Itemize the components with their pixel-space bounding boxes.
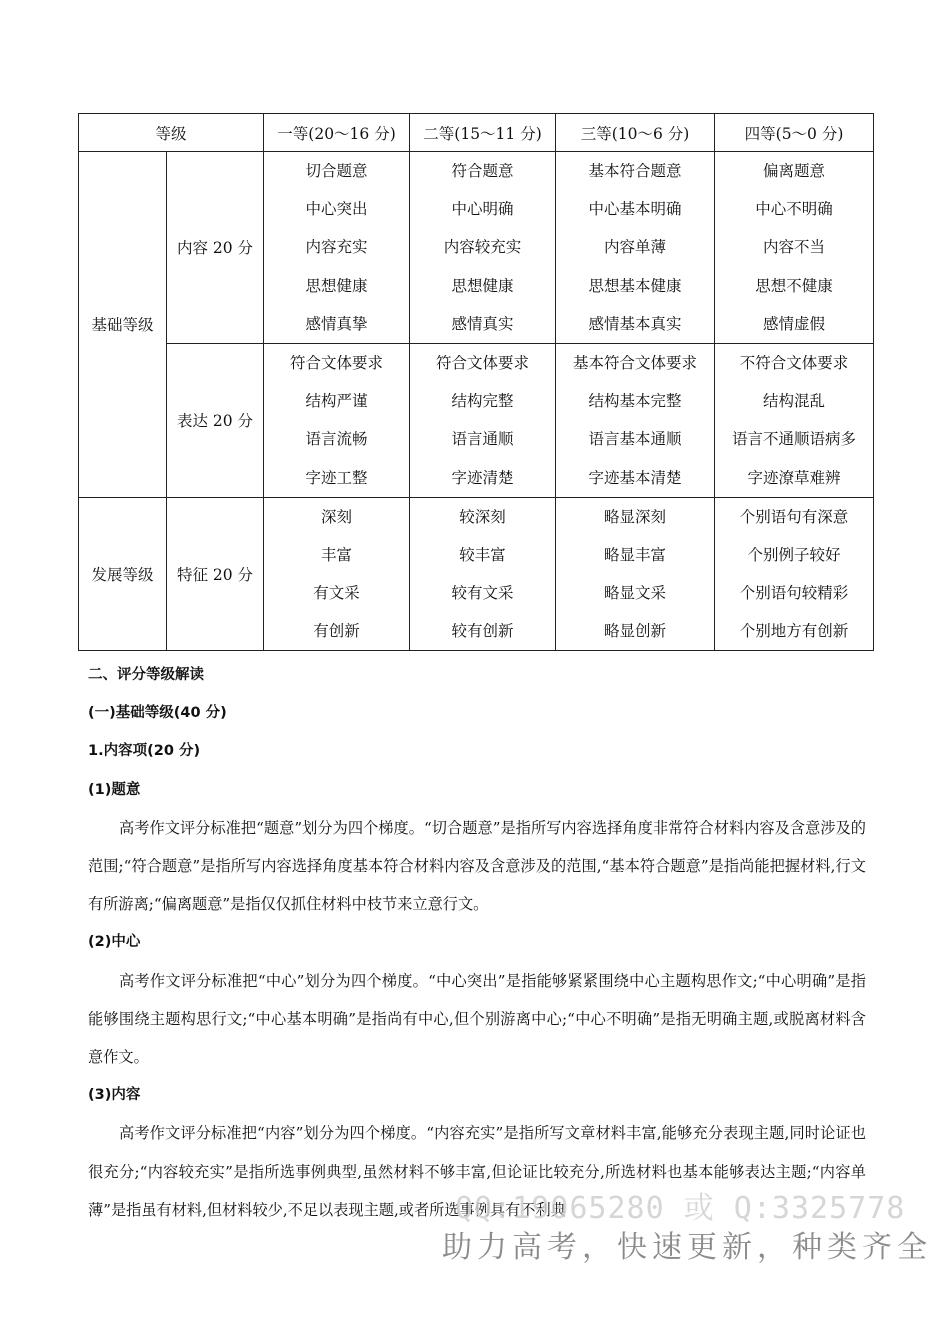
criterion-item: 结构基本完整 (588, 392, 682, 411)
criterion-item: 有创新 (313, 622, 360, 641)
criterion-item: 较深刻 (459, 507, 506, 526)
table-header-row (79, 114, 874, 152)
criterion-item: 中心基本明确 (588, 200, 682, 219)
feature-label: 特征 20 分 (167, 497, 264, 651)
criterion-item: 较丰富 (459, 545, 506, 564)
criterion-item: 符合文体要求 (290, 353, 384, 372)
watermark-slogan: 助力高考，快速更新，种类齐全 (442, 1230, 932, 1265)
section-title: 二、评分等级解读 (88, 667, 204, 683)
expression-first (264, 343, 410, 497)
criterion-item: 字迹潦草难辨 (747, 468, 841, 487)
criterion-item: 思想健康 (305, 276, 368, 295)
expression-fourth (715, 343, 874, 497)
header-fourth: 四等(5～0 分) (715, 114, 874, 152)
criterion-item: 略显创新 (604, 622, 667, 641)
heading-content: (3)内容 (88, 1087, 141, 1104)
criterion-item: 深刻 (321, 507, 353, 526)
criterion-item: 中心明确 (451, 200, 514, 219)
criterion-item: 感情真挚 (305, 314, 368, 333)
criterion-item: 略显深刻 (604, 507, 667, 526)
criterion-item: 字迹清楚 (451, 468, 514, 487)
development-level-label: 发展等级 (79, 497, 167, 651)
basic-level-label: 基础等级 (79, 152, 167, 498)
header-first: 一等(20～16 分) (264, 114, 410, 152)
criterion-item: 内容单薄 (604, 238, 667, 257)
heading-topic: (1)题意 (88, 781, 141, 798)
criterion-item: 内容充实 (305, 238, 368, 257)
paragraph-content: 高考作文评分标准把“内容”划分为四个梯度。“内容充实”是指所写文章材料丰富,能够充分表现主题,同时论证也很充分;“内容较充实”是指所选事例典型,虽然材料不够丰富,但论证比较充分,所选材料也基本能够表达主题;“内容单薄”是指虽有材料,但材料较少,不足以表现主题,或者所选事例具有不利典 (88, 1124, 866, 1219)
criterion-item: 感情真实 (451, 314, 514, 333)
expression-label: 表达 20 分 (167, 343, 264, 497)
criterion-item: 感情虚假 (763, 314, 826, 333)
table-row (79, 152, 874, 344)
criterion-item: 语言流畅 (305, 430, 368, 449)
criterion-item: 符合题意 (451, 162, 514, 180)
expression-third (556, 343, 715, 497)
criterion-item: 较有文采 (451, 584, 514, 603)
paragraph-center: 高考作文评分标准把“中心”划分为四个梯度。“中心突出”是指能够紧紧围绕中心主题构思作文;“中心明确”是指能够围绕主题构思行文;“中心基本明确”是指尚有中心,但个别游离中心;“中心不明确”是指无明确主题,或脱离材料含意作文。 (88, 971, 866, 1066)
watermark-contact: QQ:19065280 或 Q:3325778 (455, 1191, 906, 1226)
criterion-item: 语言不通顺语病多 (732, 430, 857, 449)
header-third: 三等(10～6 分) (556, 114, 715, 152)
criterion-item: 切合题意 (305, 162, 368, 180)
content-fourth (715, 152, 874, 344)
criterion-item: 字迹工整 (305, 468, 368, 487)
criterion-item: 中心突出 (305, 200, 368, 219)
criterion-item: 符合文体要求 (436, 353, 530, 372)
header-second: 二等(15～11 分) (410, 114, 556, 152)
criterion-item: 思想基本健康 (588, 276, 682, 295)
criterion-item: 思想健康 (451, 276, 514, 295)
heading-center: (2)中心 (88, 934, 141, 951)
criterion-item: 结构完整 (451, 392, 514, 411)
criterion-item: 个别语句较精彩 (739, 584, 849, 603)
criterion-item: 语言基本通顺 (588, 430, 682, 449)
criterion-item: 内容较充实 (443, 238, 522, 257)
feature-first (264, 497, 410, 651)
criterion-item: 不符合文体要求 (739, 353, 849, 372)
feature-third (556, 497, 715, 651)
content-third (556, 152, 715, 344)
content-first (264, 152, 410, 344)
criterion-item: 偏离题意 (763, 162, 826, 180)
criterion-item: 基本符合题意 (588, 162, 682, 180)
criterion-item: 较有创新 (451, 622, 514, 641)
criterion-item: 内容不当 (763, 238, 826, 257)
criterion-item: 有文采 (313, 584, 360, 603)
paragraph-topic: 高考作文评分标准把“题意”划分为四个梯度。“切合题意”是指所写内容选择角度非常符合材料内容及含意涉及的范围;“符合题意”是指所写内容选择角度基本符合材料内容及含意涉及的范围,“基本符合题意”是指尚能把握材料,行文有所游离;“偏离题意”是指仅仅抓住材料中枝节来立意行文。 (88, 818, 866, 914)
criterion-item: 思想不健康 (755, 276, 833, 295)
item-title: 1.内容项(20 分) (88, 743, 201, 760)
criterion-item: 略显文采 (604, 584, 667, 603)
expression-second (410, 343, 556, 497)
criterion-item: 个别语句有深意 (739, 507, 849, 526)
criterion-item: 个别例子较好 (747, 545, 841, 564)
criterion-item: 字迹基本清楚 (588, 468, 682, 487)
criterion-item: 略显丰富 (604, 545, 667, 564)
feature-fourth (715, 497, 874, 651)
document-body (88, 656, 866, 1229)
table-row (79, 497, 874, 651)
content-second (410, 152, 556, 344)
content-label: 内容 20 分 (167, 152, 264, 344)
grading-table (78, 113, 874, 651)
header-grade: 等级 (79, 114, 264, 152)
criterion-item: 语言通顺 (451, 430, 514, 449)
subsection-title: (一)基础等级(40 分) (88, 705, 227, 722)
table-row (79, 343, 874, 497)
criterion-item: 结构混乱 (763, 392, 826, 411)
feature-second (410, 497, 556, 651)
criterion-item: 中心不明确 (755, 200, 833, 219)
criterion-item: 个别地方有创新 (739, 622, 849, 641)
criterion-item: 丰富 (321, 545, 353, 564)
criterion-item: 基本符合文体要求 (573, 353, 698, 372)
criterion-item: 感情基本真实 (588, 314, 682, 333)
criterion-item: 结构严谨 (305, 392, 368, 411)
